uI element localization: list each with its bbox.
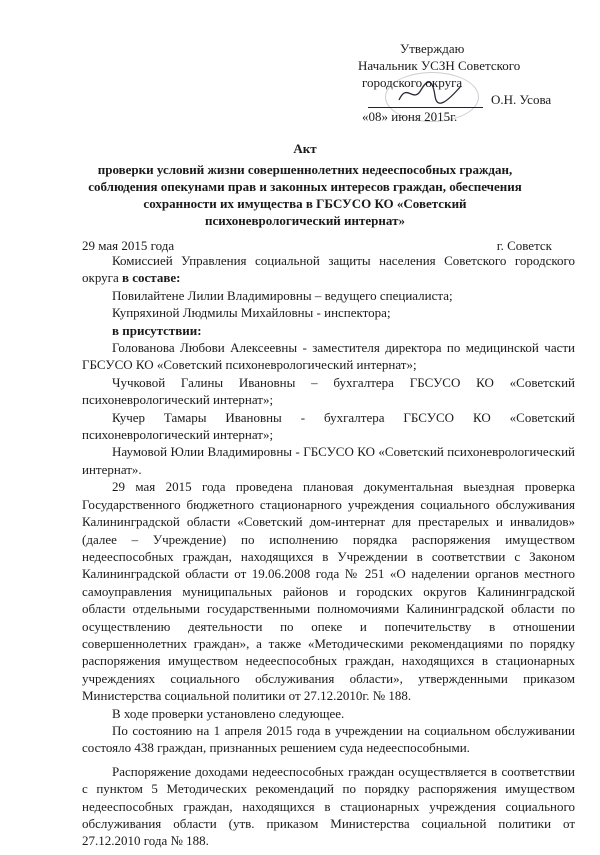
approval-organization: городского округа [362, 75, 463, 90]
commission-intro-text: Комиссией Управления социальной защиты населения Советского городского округа [82, 253, 575, 286]
approval-signature-line [340, 91, 580, 108]
paragraph-status: По состоянию на 1 апреля 2015 года в учреждении на социальном обслуживании состояло 438 граждан, признанных решением суда недееспособными. [82, 722, 575, 756]
paragraph-findings: В ходе проверки установлено следующее. [112, 705, 345, 721]
present-4: Наумовой Юлии Владимировны - ГБСУСО КО «Советский психоневрологический интернат». [82, 444, 575, 477]
commission-intro [82, 252, 575, 287]
paragraph-inspection: 29 мая 2015 года проведена плановая документальная выездная проверка Государственного бюджетного стационарного учреждения социального обслуживания Калининградской области «Советский дом-интернат для престарелых и инвалидов» (далее – Учреждение) по исполнению порядка распоряжения имуществом недееспособных граждан, находящихся в Учреждении в соответствии с Законом Калининградской области от 19.06.2008 года № 251 «О наделении органов местного самоуправления муниципальных районов и городских округов Калининградской области отдельными государственными полномочиями Калининградской области по осуществлению деятельности по опеке и попечительству в отношении совершеннолетних граждан», а также «Методическими рекомендациями по порядку распоряжения имуществом недееспособных граждан, находящихся в стационарных учреждениях социального обслуживания области», утвержденными приказом Министерства социальной политики от 27.12.2010г. № 188. [82, 479, 575, 704]
approval-signer: О.Н. Усова [491, 92, 552, 107]
composition-label: в составе: [122, 270, 181, 286]
present-1: Голованова Любови Алексеевны - заместителя директора по медицинской части ГБСУСО КО «Советский психоневрологический интернат»; [82, 340, 575, 373]
paragraph-income: Распоряжение доходами недееспособных граждан осуществляется в соответствии с пунктом 5 Методических рекомендаций по порядку распоряжения имуществом недееспособных граждан, находящихся в стационарных учреждения социального обслуживания области (утв. приказом Министерства социальной политики от 27.12.2010 года № 188. [82, 763, 575, 849]
document-city: г. Советск [496, 238, 552, 253]
present-2: Чучковой Галины Ивановны – бухгалтера ГБСУСО КО «Советский психоневрологический интернат»; [82, 374, 575, 408]
approval-block [340, 40, 580, 125]
document-body [82, 252, 575, 850]
title-act: Акт [293, 141, 317, 156]
approval-heading: Утверждаю [400, 41, 465, 56]
approval-date: «08» июня 2015г. [362, 109, 458, 124]
title-subject: проверки условий жизни совершеннолетних недееспособных граждан, соблюдения опекунами прав и законных интересов граждан, обеспечения сохранности их имущества в ГБСУСО КО «Советский психоневрологический интернат» [88, 162, 522, 228]
document-date: 29 мая 2015 года [82, 238, 175, 253]
approval-position: Начальник УСЗН Советского [358, 58, 521, 73]
presence-label: в присутствии: [112, 322, 202, 338]
member-2: Купряхиной Людмилы Михайловны - инспектора; [112, 305, 391, 321]
document-title [80, 140, 530, 229]
member-1: Повилайтене Лилии Владимировны – ведущего специалиста; [112, 287, 453, 303]
present-3: Кучер Тамары Ивановны - бухгалтера ГБСУСО КО «Советский психоневрологический интернат»; [82, 409, 575, 443]
